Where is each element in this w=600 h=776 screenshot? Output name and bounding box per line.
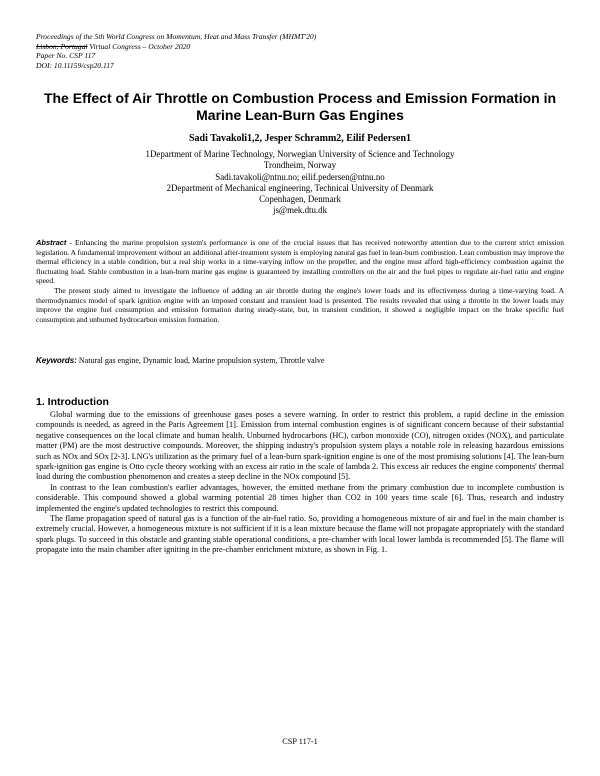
affiliation-line: 2Department of Mechanical engineering, Technical University of Denmark [166,182,434,193]
body-paragraph: Global warming due to the emissions of greenhouse gases poses a severe warning. In order to restrict this problem, a rapid decline in the emission compounds is needed, as agreed in the Paris Agreement [1]. Emission from internal combustion engines is of significant concern because of their substantial negative consequences on the local climate and human health. Unburned hydrocarbons (HC), carbon monoxide (CO), nitrogen oxides (NOX), and particulate matter (PM) are the most destructive compounds. Moreover, the shipping industry's propulsion system plays a notable role in releasing hazardous emissions such as NOx and SOx [2-3]. LNG's utilization as the primary fuel of a lean-burn spark-ignition engine is one of the most promising solutions [4]. The lean-burn spark-ignition gas engine is Otto cycle theory working with an excess air ratio in the scale of lambda 2. This excess air reduces the engine components' thermal load during the combustion phenomenon and creates a steep decline in the NOx compound [5]. [36,410,564,482]
affiliation-line: 1Department of Marine Technology, Norwegian University of Science and Technology [145,149,455,159]
proceedings-header [36,32,456,70]
struck-location: Lisbon, Portugal [36,41,88,51]
abstract-paragraph [36,238,564,286]
author-list: Sadi Tavakoli1,2, Jesper Schramm2, Eilif Pedersen1 [188,133,412,144]
keywords-label: Keywords: [36,356,77,365]
keywords-text: Natural gas engine, Dynamic load, Marine propulsion system, Throttle valve [76,356,325,365]
virtual-congress: Virtual Congress – October 2020 [87,41,191,51]
abstract [36,238,564,324]
keywords [36,356,564,366]
affiliation-line: Trondheim, Norway [263,160,337,171]
body-paragraph: The flame propagation speed of natural gas is a function of the air-fuel ratio. So, providing a homogeneous mixture of air and fuel in the main chamber is extremely crucial. However, a homogeneous mixture is not sufficient if it is a lean mixture because the flame will not propagate appropriately with the standard spark plugs. To succeed in this obstacle and granting stable operational conditions, a pre-chamber with local lower lambda is recommended [5]. The flame will propagate into the main chamber after igniting in the pre-chamber enrichment mixture, as shown in Fig. 1. [36,514,564,555]
body-paragraph: In contrast to the lean combustion's earlier advantages, however, the emitted methane from the primary combustion due to incomplete combustion is considerable. This compound showed a global warming potential 28 times higher than CO2 in 100 years time scale [6]. Thus, research and industry implemented the engine's updated technologies to restrict this compound. [36,482,564,513]
abstract-text: - Enhancing the marine propulsion system's performance is one of the crucial issues that has received noteworthy attention due to the current strict emission legislation. A fundamental improvement without an additional after-treatment system is employing natural gas fuel in lean-burn combustion. Lean combustion may improve the thermal efficiency in a stable condition, but a real ship works in a time-varying inflow on the propeller, and the engine must afford high-efficiency combustion against the fluctuating load. Stable combustion in a lean-burn marine gas engine is guaranteed by installing controllers on the air and the fuel pipes to regulate air-fuel ratio and engine speed. [36,238,564,286]
affiliations [36,149,564,217]
page-footer: CSP 117-1 [282,737,318,746]
affiliation-email: js@mek.dtu.dk [272,205,328,216]
abstract-label: Abstract [36,238,67,247]
header-line-doi: DOI: 10.11159/csp20.117 [36,60,114,70]
paper-title: The Effect of Air Throttle on Combustion Process and Emission Formation in Marine Lean-Burn Gas Engines [43,90,557,123]
affiliation-line: Copenhagen, Denmark [259,194,341,205]
section-body [36,410,564,556]
header-line-proceedings: Proceedings of the 5th World Congress on Momentum, Heat and Mass Transfer (MHMT'20) [36,32,317,41]
section-heading: 1. Introduction [36,396,109,408]
header-line-paper-no: Paper No. CSP 117 [36,51,96,61]
abstract-paragraph: The present study aimed to investigate the influence of adding an air throttle during the engine's lower loads and its effectiveness during a time-varying load. A thermodynamics model of spark ignition engine with an imposed constant and transient load is presented. The results revealed that using a throttle in the lower loads may improve the engine fuel consumption and emission formation during steady-state, but, in transient condition, it showed a negligible impact on the brake specific fuel consumption and unburned hydrocarbon emission formation. [36,285,564,324]
header-line-location [36,42,456,52]
affiliation-email: Sadi.tavakoli@ntnu.no; eilif.pedersen@ntnu.no [215,171,385,182]
